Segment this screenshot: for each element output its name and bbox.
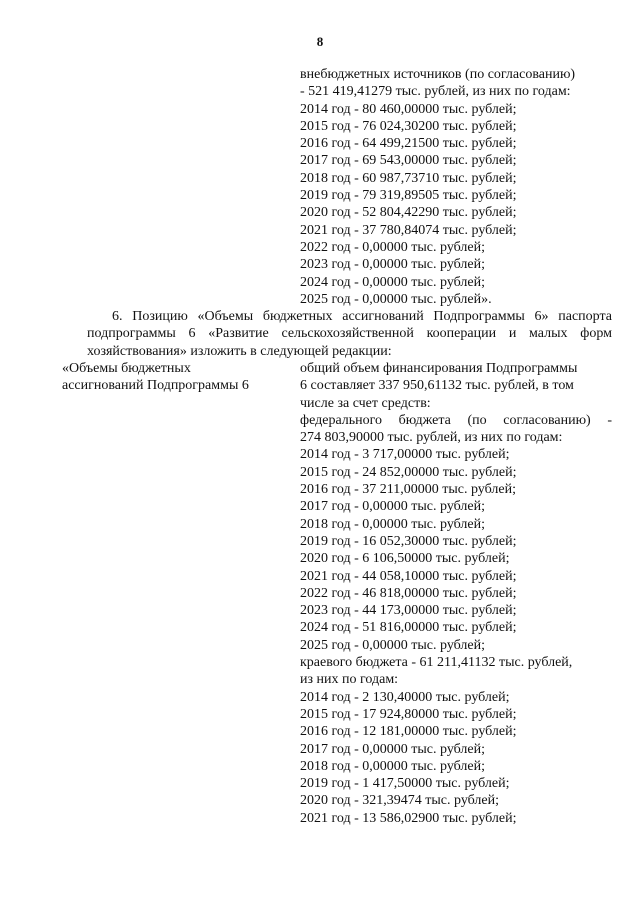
extrabudgetary-header: внебюджетных источников (по согласованию): [300, 67, 576, 82]
federal-budget-line-2: 274 803,90000 тыс. рублей, из них по годам:: [300, 430, 563, 446]
extrabudgetary-year-2024: 2024 год - 0,00000 тыс. рублей;: [300, 274, 486, 290]
extrabudgetary-block: [300, 66, 612, 308]
item-6-line-1: 6. Позицию «Объемы бюджетных ассигнований Подпрограммы 6» паспорта: [112, 309, 612, 324]
regional-year-2019: 2019 год - 1 417,50000 тыс. рублей;: [300, 776, 510, 792]
extrabudgetary-year-2023: 2023 год - 0,00000 тыс. рублей;: [300, 257, 486, 273]
regional-budget-line-2: из них по годам:: [300, 672, 399, 688]
extrabudgetary-year-2022: 2022 год - 0,00000 тыс. рублей;: [300, 239, 486, 255]
financing-intro-line-2: 6 составляет 337 950,61132 тыс. рублей, в том: [300, 378, 574, 394]
federal-year-2015: 2015 год - 24 852,00000 тыс. рублей;: [300, 464, 517, 480]
extrabudgetary-year-2025: 2025 год - 0,00000 тыс. рублей».: [300, 291, 492, 307]
federal-year-2014: 2014 год - 3 717,00000 тыс. рублей;: [300, 447, 510, 463]
extrabudgetary-year-2019: 2019 год - 79 319,89505 тыс. рублей;: [300, 188, 517, 204]
regional-year-2021: 2021 год - 13 586,02900 тыс. рублей;: [300, 810, 517, 826]
regional-year-2016: 2016 год - 12 181,00000 тыс. рублей;: [300, 724, 517, 740]
federal-year-2025: 2025 год - 0,00000 тыс. рублей;: [300, 637, 486, 653]
federal-year-2021: 2021 год - 44 058,10000 тыс. рублей;: [300, 568, 517, 584]
federal-year-2018: 2018 год - 0,00000 тыс. рублей;: [300, 516, 486, 532]
financing-intro-line-3: числе за счет средств:: [300, 395, 431, 411]
extrabudgetary-year-2018: 2018 год - 60 987,73710 тыс. рублей;: [300, 170, 517, 186]
regional-year-2014: 2014 год - 2 130,40000 тыс. рублей;: [300, 689, 510, 705]
regional-budget-line-1: краевого бюджета - 61 211,41132 тыс. рублей,: [300, 655, 573, 671]
regional-year-2018: 2018 год - 0,00000 тыс. рублей;: [300, 758, 486, 774]
extrabudgetary-year-2014: 2014 год - 80 460,00000 тыс. рублей;: [300, 101, 517, 117]
item-6-paragraph: [87, 308, 612, 360]
extrabudgetary-total: - 521 419,41279 тыс. рублей, из них по годам:: [300, 84, 571, 100]
federal-budget-line-1: федерального бюджета (по согласованию) -: [300, 412, 612, 428]
regional-year-2015: 2015 год - 17 924,80000 тыс. рублей;: [300, 706, 517, 722]
page-number: 8: [316, 34, 324, 49]
federal-year-2016: 2016 год - 37 211,00000 тыс. рублей;: [300, 482, 516, 498]
item-6-line-3: хозяйствования» изложить в следующей редакции:: [87, 343, 392, 359]
federal-year-2023: 2023 год - 44 173,00000 тыс. рублей;: [300, 603, 517, 619]
regional-year-2020: 2020 год - 321,39474 тыс. рублей;: [300, 793, 500, 809]
extrabudgetary-year-2020: 2020 год - 52 804,42290 тыс. рублей;: [300, 205, 517, 221]
extrabudgetary-year-2016: 2016 год - 64 499,21500 тыс. рублей;: [300, 136, 517, 152]
extrabudgetary-year-2017: 2017 год - 69 543,00000 тыс. рублей;: [300, 153, 517, 169]
federal-year-2017: 2017 год - 0,00000 тыс. рублей;: [300, 499, 486, 515]
regional-year-2017: 2017 год - 0,00000 тыс. рублей;: [300, 741, 486, 757]
extrabudgetary-year-2015: 2015 год - 76 024,30200 тыс. рублей;: [300, 118, 517, 134]
financing-intro-line-1: общий объем финансирования Подпрограммы: [300, 361, 578, 376]
federal-year-2022: 2022 год - 46 818,00000 тыс. рублей;: [300, 585, 517, 601]
financing-block: [300, 360, 612, 827]
federal-year-2024: 2024 год - 51 816,00000 тыс. рублей;: [300, 620, 517, 636]
federal-year-2019: 2019 год - 16 052,30000 тыс. рублей;: [300, 533, 517, 549]
position-label-line-1: «Объемы бюджетных: [62, 361, 191, 376]
extrabudgetary-year-2021: 2021 год - 37 780,84074 тыс. рублей;: [300, 222, 517, 238]
position-label-line-2: ассигнований Подпрограммы 6: [62, 378, 249, 394]
federal-year-2020: 2020 год - 6 106,50000 тыс. рублей;: [300, 551, 510, 567]
item-6-line-2: подпрограммы 6 «Развитие сельскохозяйственной кооперации и малых форм: [87, 326, 612, 342]
position-label: [62, 360, 282, 395]
